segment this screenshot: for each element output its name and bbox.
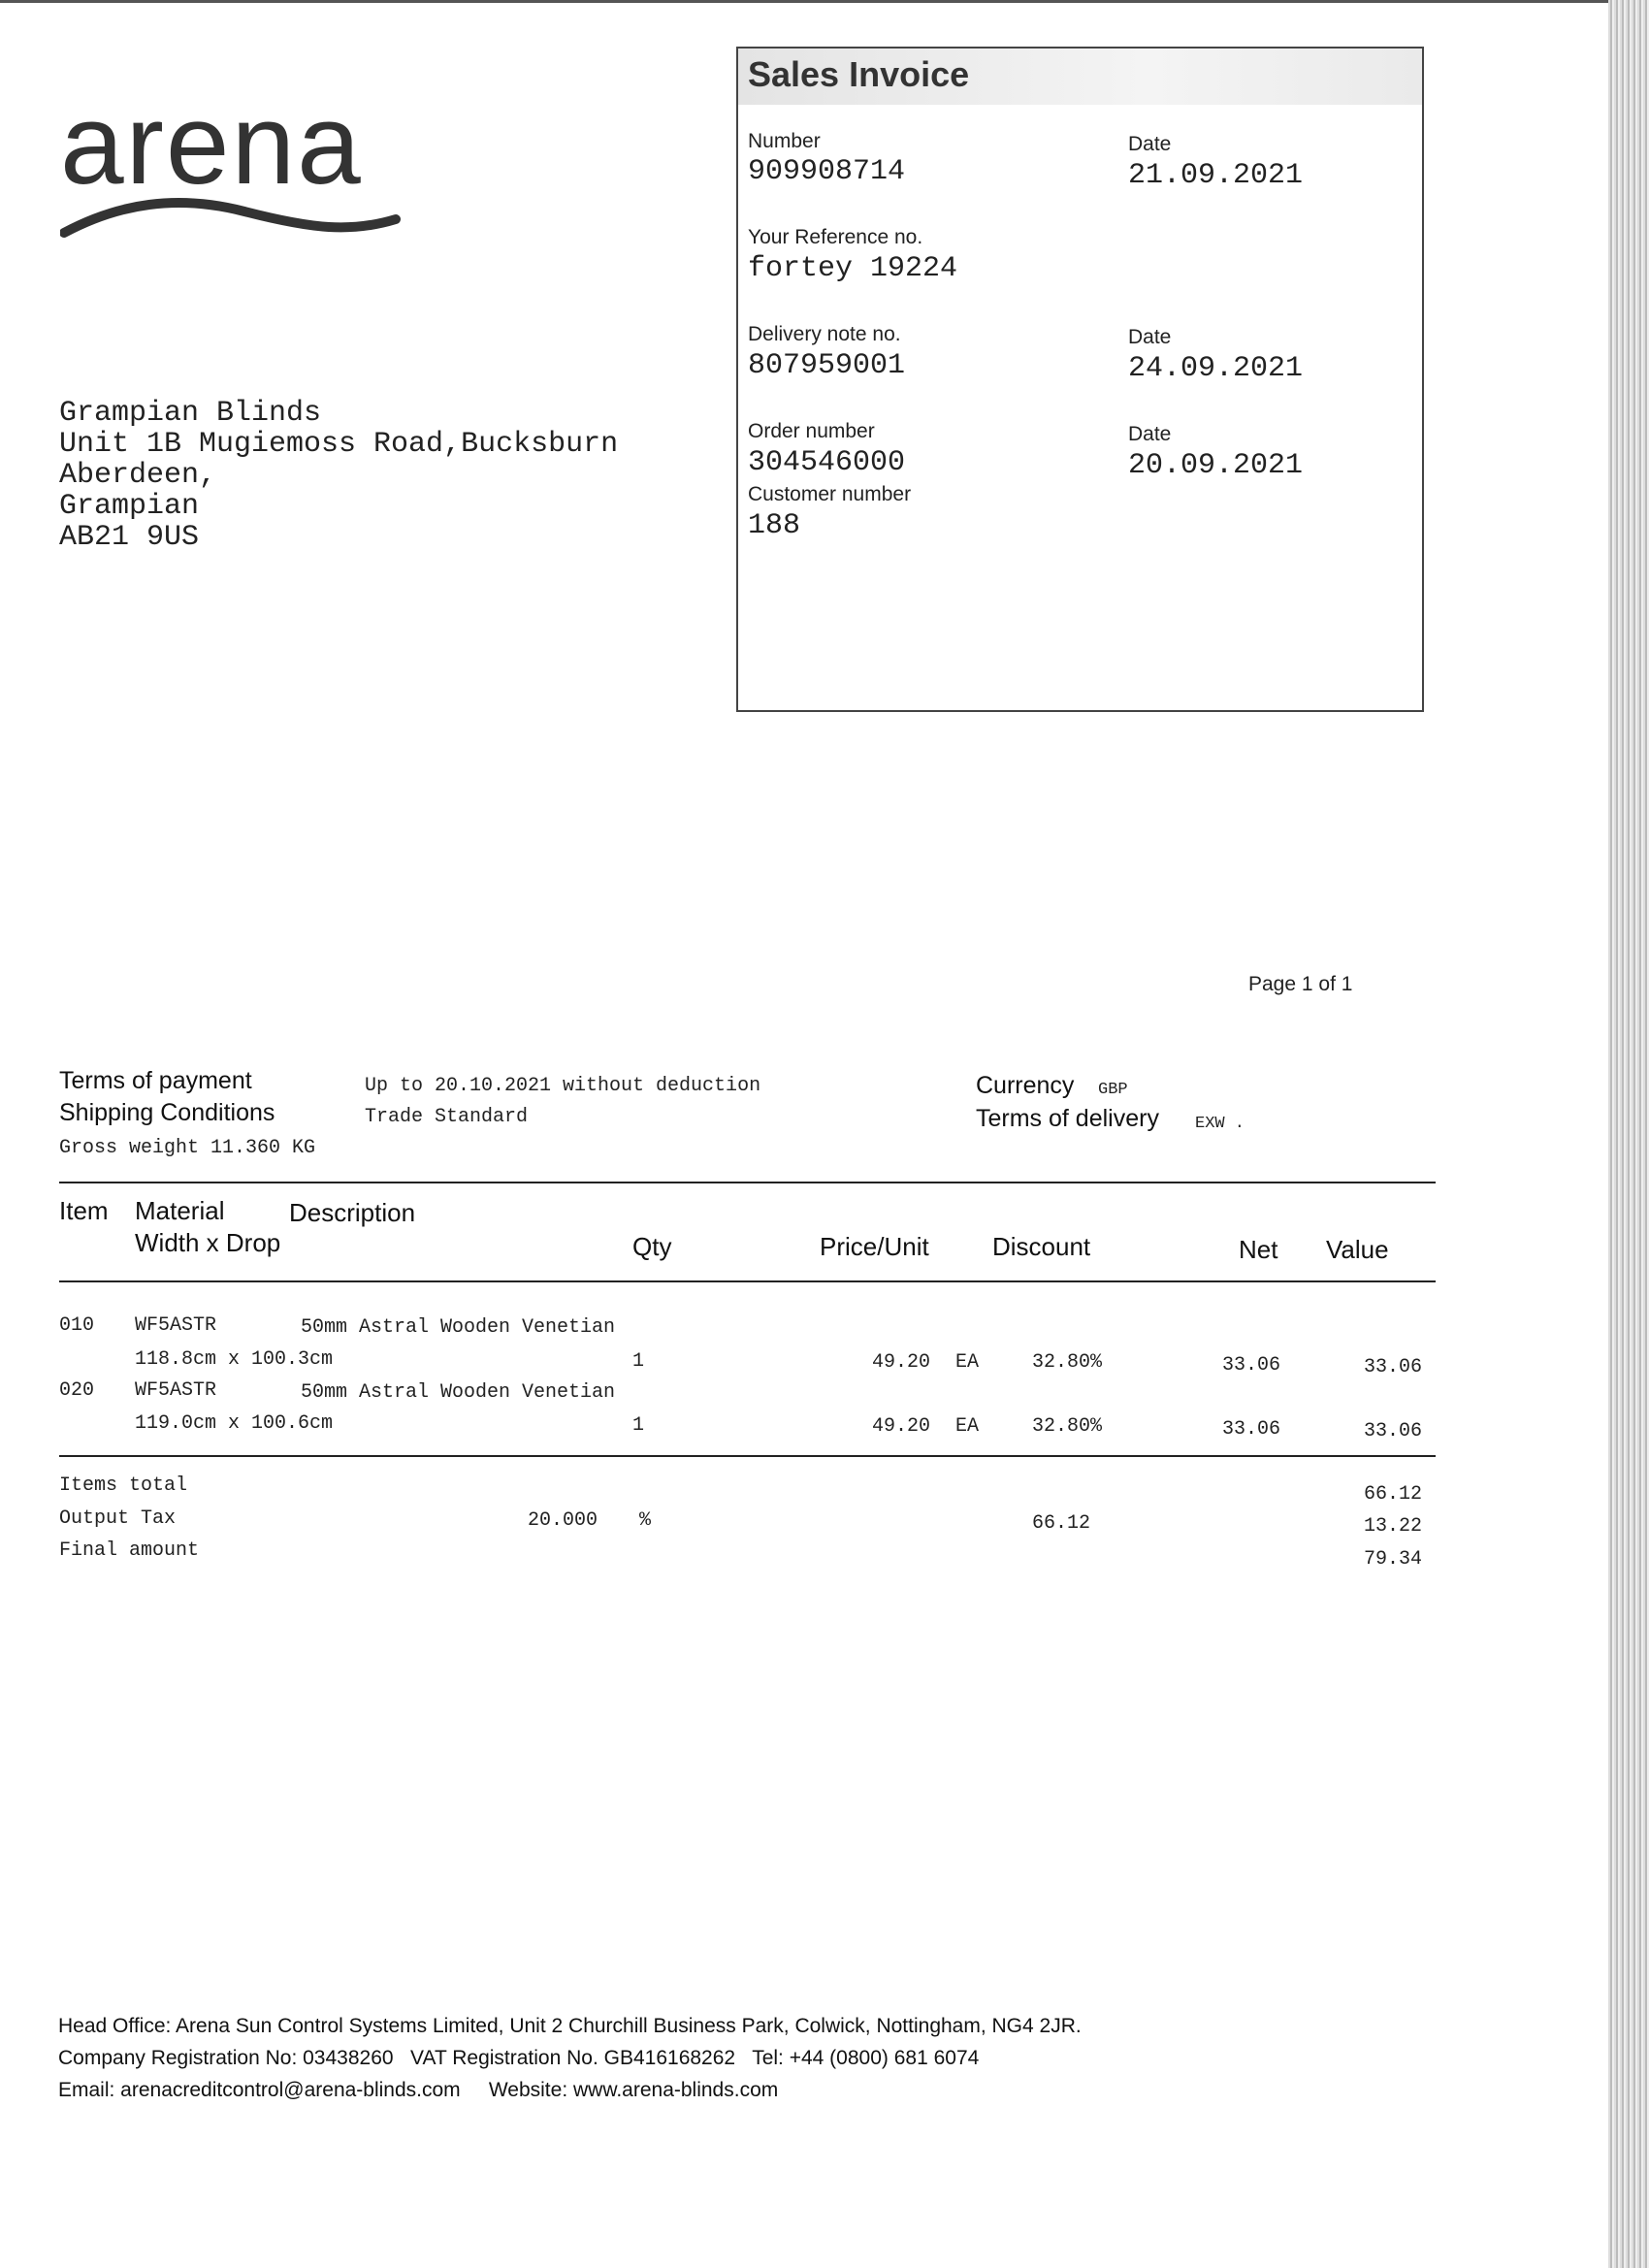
terms-of-delivery-value: EXW . (1195, 1115, 1245, 1133)
gross-weight: Gross weight 11.360 KG (59, 1137, 316, 1159)
final-amount-label: Final amount (59, 1539, 200, 1562)
address-line: Grampian Blinds (59, 397, 322, 430)
address-line: Aberdeen, (59, 459, 217, 492)
row-description: 50mm Astral Wooden Venetian (301, 1381, 616, 1404)
number-label: Number (748, 130, 821, 152)
address-line: Unit 1B Mugiemoss Road,Bucksburn (59, 428, 619, 461)
currency-value: GBP (1098, 1081, 1128, 1099)
footer-head-office: Head Office: Arena Sun Control Systems Limited, Unit 2 Churchill Business Park, Colwick, Nottingham, NG4 2JR. (58, 2015, 1082, 2037)
page-indicator: Page 1 of 1 (1248, 973, 1353, 995)
row-qty: 1 (632, 1414, 645, 1437)
payment-terms-label: Terms of payment (59, 1067, 252, 1094)
tax-amount: 13.22 (1363, 1515, 1422, 1538)
header-material: Material (135, 1196, 225, 1225)
items-total-value: 66.12 (1363, 1483, 1422, 1506)
payment-terms-value: Up to 20.10.2021 without deduction (365, 1075, 761, 1097)
invoice-number: 909908714 (748, 155, 906, 188)
delivery-date: 24.09.2021 (1128, 352, 1304, 385)
invoice-date-label: Date (1128, 133, 1172, 155)
page-top-edge (0, 0, 1649, 3)
reference-value: fortey 19224 (748, 252, 958, 285)
invoice-info-box (736, 47, 1424, 712)
header-item: Item (59, 1196, 109, 1225)
divider (59, 1280, 1436, 1282)
header-width-drop: Width x Drop (135, 1228, 281, 1257)
invoice-title: Sales Invoice (748, 54, 970, 94)
divider (59, 1455, 1436, 1457)
header-value: Value (1326, 1235, 1389, 1264)
row-value: 33.06 (1363, 1356, 1422, 1378)
shipping-conditions-value: Trade Standard (365, 1106, 529, 1128)
delivery-note-label: Delivery note no. (748, 323, 901, 345)
invoice-title-bar (738, 49, 1422, 105)
order-date-label: Date (1128, 423, 1172, 445)
footer-contact: Email: arenacreditcontrol@arena-blinds.com Website: www.arena-blinds.com (58, 2079, 779, 2101)
arena-logo (60, 81, 409, 243)
divider (59, 1182, 1436, 1183)
delivery-date-label: Date (1128, 326, 1172, 348)
logo-wave-icon (60, 184, 409, 252)
order-number: 304546000 (748, 446, 906, 479)
row-price: 49.20 (871, 1351, 930, 1374)
shipping-conditions-label: Shipping Conditions (59, 1099, 275, 1126)
tax-percent-sign: % (639, 1509, 652, 1532)
output-tax-label: Output Tax (59, 1507, 177, 1530)
row-item: 010 (59, 1314, 95, 1337)
row-net: 33.06 (1221, 1418, 1280, 1441)
row-net: 33.06 (1221, 1354, 1280, 1377)
row-value: 33.06 (1363, 1420, 1422, 1442)
reference-label: Your Reference no. (748, 226, 923, 248)
footer-registration: Company Registration No: 03438260 VAT Registration No. GB416168262 Tel: +44 (0800) 681 6074 (58, 2047, 980, 2069)
invoice-date: 21.09.2021 (1128, 159, 1304, 192)
items-total-label: Items total (59, 1474, 188, 1497)
row-description: 50mm Astral Wooden Venetian (301, 1316, 616, 1339)
currency-label: Currency (976, 1072, 1075, 1099)
terms-of-delivery-label: Terms of delivery (976, 1105, 1159, 1132)
header-price-unit: Price/Unit (820, 1232, 929, 1261)
header-discount: Discount (992, 1232, 1091, 1261)
header-description: Description (289, 1198, 416, 1227)
order-number-label: Order number (748, 420, 875, 442)
delivery-note-number: 807959001 (748, 349, 906, 382)
tax-base: 66.12 (1031, 1512, 1090, 1535)
logo-text: arena (60, 81, 363, 209)
row-qty: 1 (632, 1350, 645, 1373)
row-item: 020 (59, 1379, 95, 1402)
row-material: WF5ASTR (135, 1379, 217, 1402)
order-date: 20.09.2021 (1128, 449, 1304, 482)
address-line: Grampian (59, 490, 200, 523)
header-qty: Qty (632, 1232, 672, 1261)
header-net: Net (1239, 1235, 1278, 1264)
row-discount: 32.80% (1031, 1351, 1102, 1374)
row-discount: 32.80% (1031, 1415, 1102, 1438)
scan-edge (1608, 0, 1649, 2268)
row-price: 49.20 (871, 1415, 930, 1438)
tax-rate: 20.000 (527, 1509, 598, 1532)
address-line: AB21 9US (59, 521, 200, 554)
final-amount-value: 79.34 (1363, 1548, 1422, 1571)
row-unit: EA (955, 1351, 980, 1374)
row-material: WF5ASTR (135, 1314, 217, 1337)
row-size: 119.0cm x 100.6cm (135, 1412, 334, 1435)
customer-number: 188 (748, 509, 801, 542)
row-unit: EA (955, 1415, 980, 1438)
row-size: 118.8cm x 100.3cm (135, 1348, 334, 1371)
customer-number-label: Customer number (748, 483, 912, 505)
